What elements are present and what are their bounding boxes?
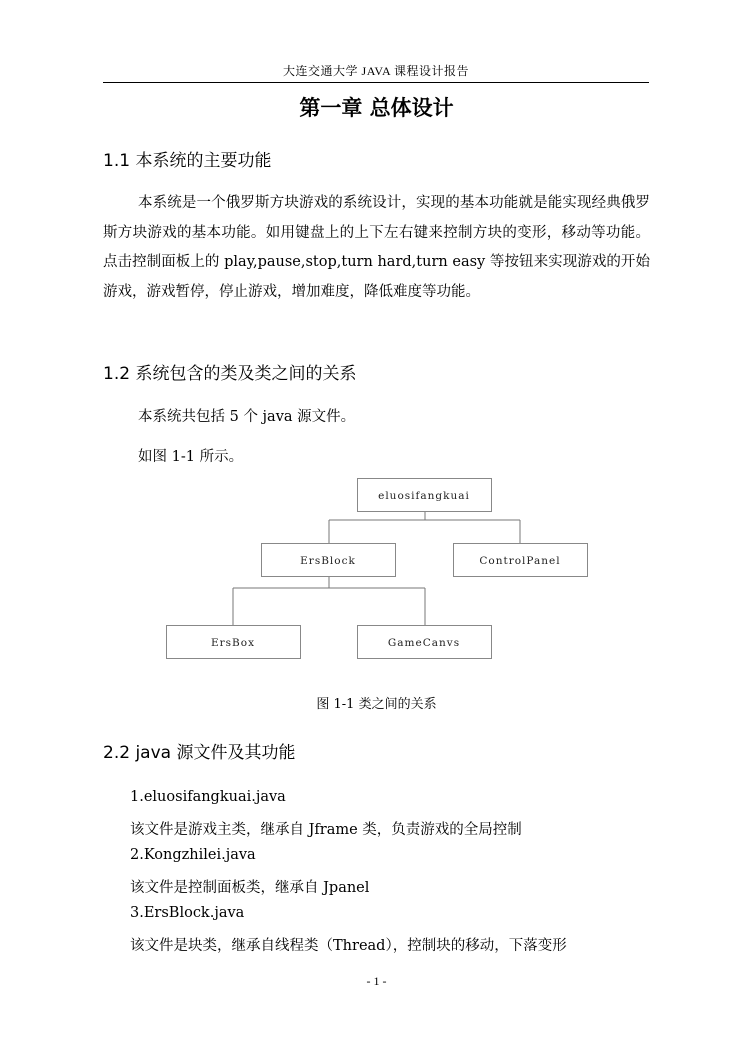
node-label-controlpanel: ControlPanel <box>479 555 561 567</box>
page-header: 大连交通大学 JAVA 课程设计报告 <box>283 64 469 78</box>
node-label-ersblock: ErsBlock <box>300 555 356 567</box>
node-label-gamecanvs: GameCanvs <box>387 637 461 649</box>
section-heading-1-2: 1.2 系统包含的类及类之间的关系 <box>103 364 357 384</box>
section-1-2-line-1: 本系统共包括 5 个 java 源文件。 <box>138 409 356 425</box>
page-number: - 1 - <box>366 974 387 988</box>
figure-caption: 图 1-1 类之间的关系 <box>316 697 437 712</box>
node-label-ersbox: ErsBox <box>210 637 256 649</box>
file-list-item: 3.ErsBlock.java <box>130 905 245 921</box>
section-heading-2-2: 2.2 java 源文件及其功能 <box>103 743 296 763</box>
file-list-item: 1.eluosifangkuai.java <box>130 789 286 805</box>
node-label-root: eluosifangkuai <box>378 490 470 502</box>
file-list-item: 该文件是游戏主类，继承自 Jframe 类，负责游戏的全局控制 <box>130 822 522 838</box>
section-heading-1-1: 1.1 本系统的主要功能 <box>103 151 272 171</box>
file-list-item: 该文件是控制面板类，继承自 Jpanel <box>130 880 370 896</box>
section-1-1-paragraph: 本系统是一个俄罗斯方块游戏的系统设计，实现的基本功能就是能实现经典俄罗斯方块游戏的基本功能。如用键盘上的上下左右键来控制方块的变形，移动等功能。点击控制面板上的 play,pause,stop,turn hard,turn easy 等按钮来实现游戏的开始游戏，游戏暂停，停止游戏，增加难度，降低难度等功能。 <box>103 195 650 300</box>
file-list-item: 该文件是块类，继承自线程类（Thread），控制块的移动，下落变形 <box>130 938 567 954</box>
file-list-item: 2.Kongzhilei.java <box>130 847 256 863</box>
chapter-title: 第一章 总体设计 <box>299 96 454 120</box>
section-1-2-line-2: 如图 1-1 所示。 <box>138 449 244 465</box>
